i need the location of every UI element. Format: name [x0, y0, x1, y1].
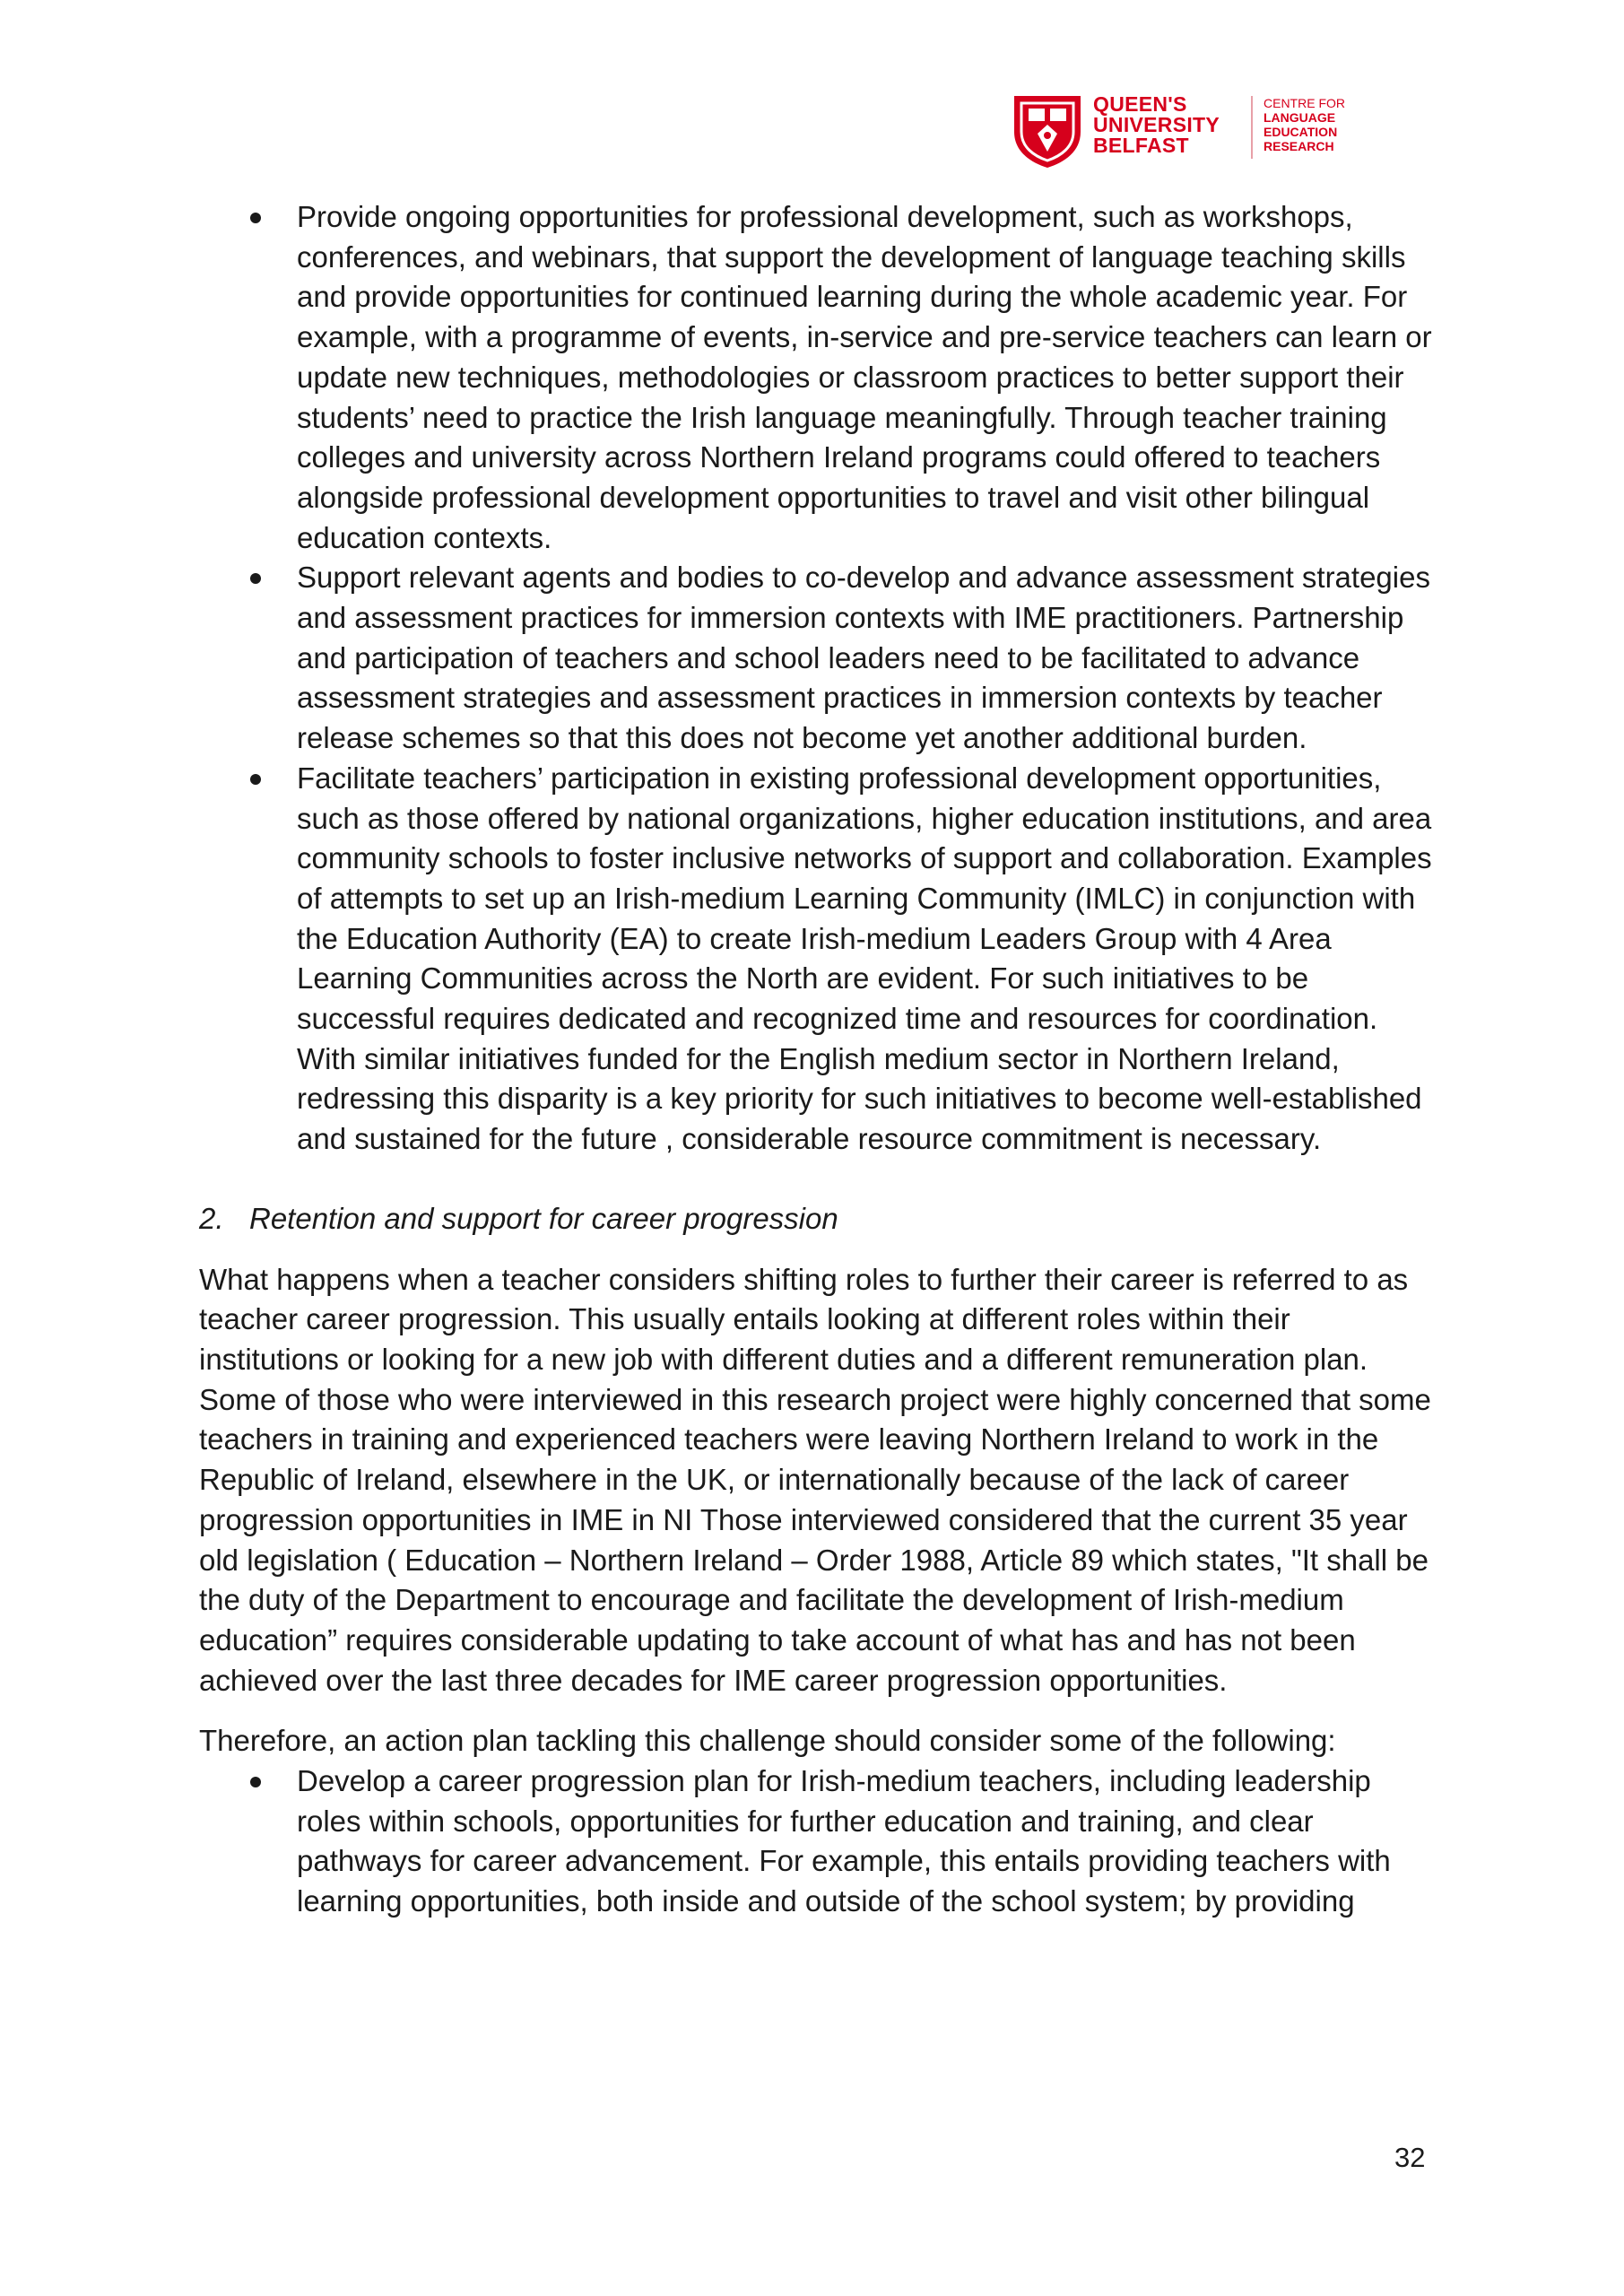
- body-paragraph: Therefore, an action plan tackling this challenge should consider some of the following:: [199, 1724, 1336, 1758]
- document-body: [199, 197, 1437, 1922]
- bullet-list-top: [199, 197, 1437, 1160]
- university-name: [1093, 94, 1220, 156]
- list-item: Develop a career progression plan for Irish-medium teachers, including leadership roles within schools, opportunities for further education and training, and clear pathways for career advancement. For example, this entails providing teachers with learning opportunities, both inside and outside of the school system; by providing: [199, 1761, 1437, 1922]
- list-item: Facilitate teachers’ participation in existing professional development opportunities, such as those offered by national organizations, higher education institutions, and area community schools to foster inclusive networks of support and collaboration. Examples of attempts to set up an Irish-medium Learning Community (IMLC) in conjunction with the Education Authority (EA) to create Irish-medium Leaders Group with 4 Area Learning Communities across the North are evident. For such initiatives to be successful requires dedicated and recognized time and resources for coordination. With similar initiatives funded for the English medium sector in Northern Ireland, redressing this disparity is a key priority for such initiatives to become well-established and sustained for the future , considerable resource commitment is necessary.: [199, 759, 1437, 1160]
- section-heading: [199, 1199, 1437, 1239]
- centre-name-line-1: CENTRE FOR: [1264, 96, 1345, 110]
- list-item: Support relevant agents and bodies to co-develop and advance assessment strategies and assessment practices for immersion contexts with IME practitioners. Partnership and participation of teachers and school leaders need to be facilitated to advance assessment strategies and assessment practices in immersion contexts by teacher release schemes so that this does not become yet another additional burden.: [199, 558, 1437, 759]
- university-name-line-2: UNIVERSITY: [1093, 113, 1220, 136]
- crest-icon: [1011, 92, 1084, 170]
- list-item: Provide ongoing opportunities for professional development, such as workshops, conferences, and webinars, that support the development of language teaching skills and provide opportunities for continued learning during the whole academic year. For example, with a programme of events, in-service and pre-service teachers can learn or update new techniques, methodologies or classroom practices to better support their students’ need to practice the Irish language meaningfully. Through teacher training colleges and university across Northern Ireland programs could offered to teachers alongside professional development opportunities to travel and visit other bilingual education contexts.: [199, 197, 1437, 558]
- university-name-line-3: BELFAST: [1093, 134, 1189, 157]
- centre-name-line-3: EDUCATION: [1264, 125, 1338, 139]
- page-number: 32: [1394, 2142, 1426, 2173]
- centre-name-line-4: RESEARCH: [1264, 139, 1334, 153]
- body-paragraph: What happens when a teacher considers shifting roles to further their career is referred to as teacher career progression. This usually entails looking at different roles within their institutions or looking for a new job with different duties and a different remuneration plan. Some of those who were interviewed in this research project were highly concerned that some teachers in training and experienced teachers were leaving Northern Ireland to work in the Republic of Ireland, elsewhere in the UK, or internationally because of the lack of career progression opportunities in IME in NI Those interviewed considered that the current 35 year old legislation ( Education – Northern Ireland – Order 1988, Article 89 which states, "It shall be the duty of the Department to encourage and facilitate the development of Irish-medium education” requires considerable updating to take account of what has and has not been achieved over the last three decades for IME career progression opportunities.: [199, 1262, 1431, 1697]
- section-title: Retention and support for career progression: [249, 1201, 838, 1235]
- section-number: 2.: [199, 1201, 224, 1235]
- centre-name: [1264, 96, 1345, 153]
- university-name-line-1: QUEEN'S: [1093, 92, 1187, 116]
- bullet-list-bottom: [199, 1761, 1437, 1922]
- centre-name-line-2: LANGUAGE: [1264, 110, 1336, 125]
- logo-divider: [1251, 96, 1253, 159]
- university-logo: [1011, 92, 1369, 173]
